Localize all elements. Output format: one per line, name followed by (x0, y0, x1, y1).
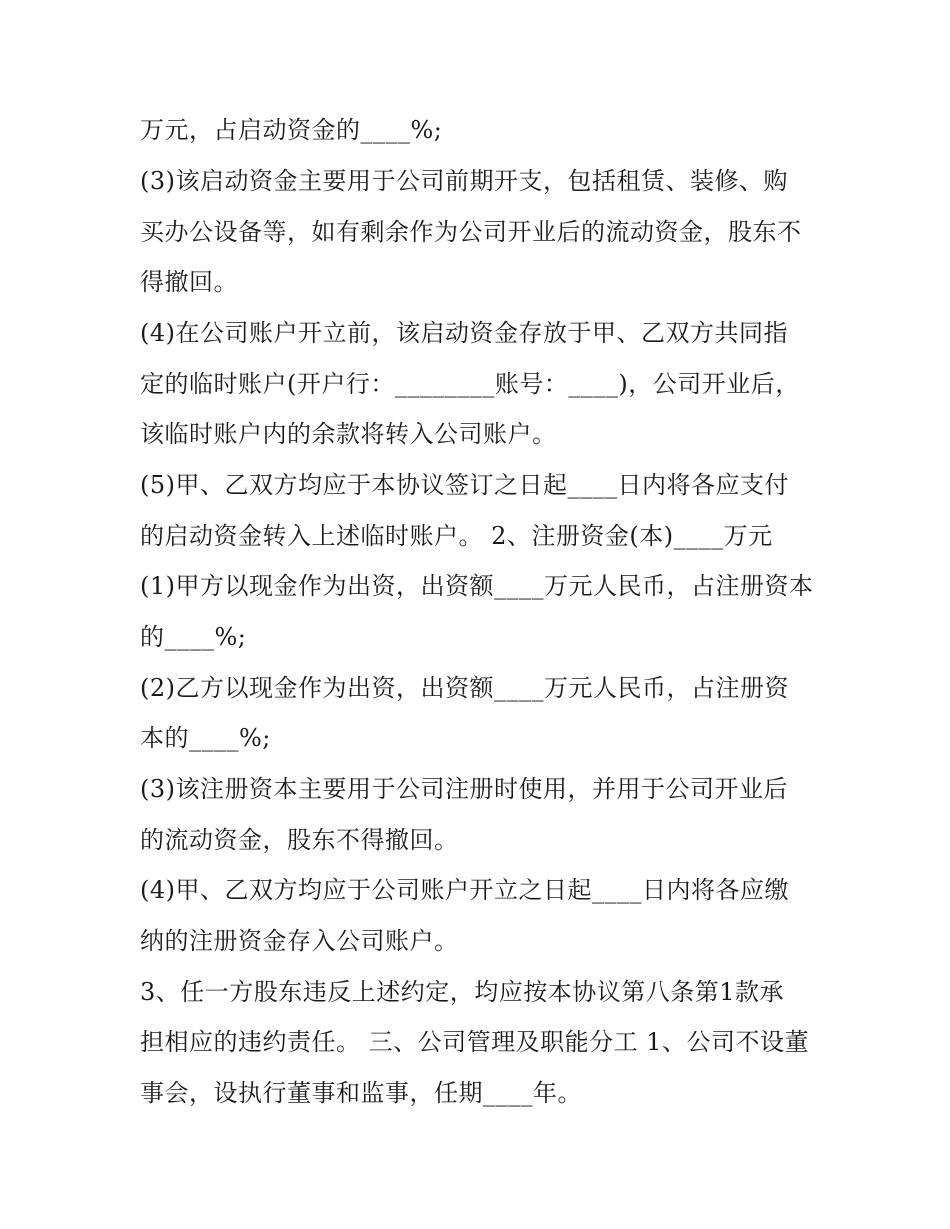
text-line: 担相应的违约责任。 三、公司管理及职能分工 1、公司不设董 (140, 1028, 810, 1056)
text-line: 万元，占启动资金的____%; (140, 116, 443, 144)
text-line: 事会，设执行董事和监事，任期____年。 (140, 1079, 582, 1107)
text-line: (4)在公司账户开立前，该启动资金存放于甲、乙双方共同指 (140, 319, 788, 347)
text-line: (1)甲方以现金作为出资，出资额____万元人民币，占注册资本 (140, 572, 814, 600)
text-line: 本的____%; (140, 724, 271, 752)
text-line: 的启动资金转入上述临时账户。 2、注册资金(本)____万元 (140, 522, 773, 550)
text-line: 该临时账户内的余款将转入公司账户。 (140, 420, 557, 448)
text-line: (2)乙方以现金作为出资，出资额____万元人民币，占注册资 (140, 674, 789, 702)
text-line: (4)甲、乙双方均应于公司账户开立之日起____日内将各应缴 (140, 876, 789, 904)
text-line: 3、任一方股东违反上述约定，均应按本协议第八条第1款承 (140, 978, 785, 1006)
text-line: 定的临时账户(开户行：________账号：____)，公司开业后， (140, 370, 800, 398)
text-line: (3)该注册资本主要用于公司注册时使用，并用于公司开业后 (140, 775, 788, 803)
text-line: (3)该启动资金主要用于公司前期开支，包括租赁、装修、购 (140, 167, 788, 195)
text-line: 得撤回。 (140, 268, 238, 296)
text-line: 的流动资金，股东不得撤回。 (140, 826, 459, 854)
text-line: 的____%; (140, 623, 247, 651)
text-line: 纳的注册资金存入公司账户。 (140, 927, 459, 955)
text-line: (5)甲、乙双方均应于本协议签订之日起____日内将各应支付 (140, 471, 789, 499)
text-line: 买办公设备等，如有剩余作为公司开业后的流动资金，股东不 (140, 218, 802, 246)
